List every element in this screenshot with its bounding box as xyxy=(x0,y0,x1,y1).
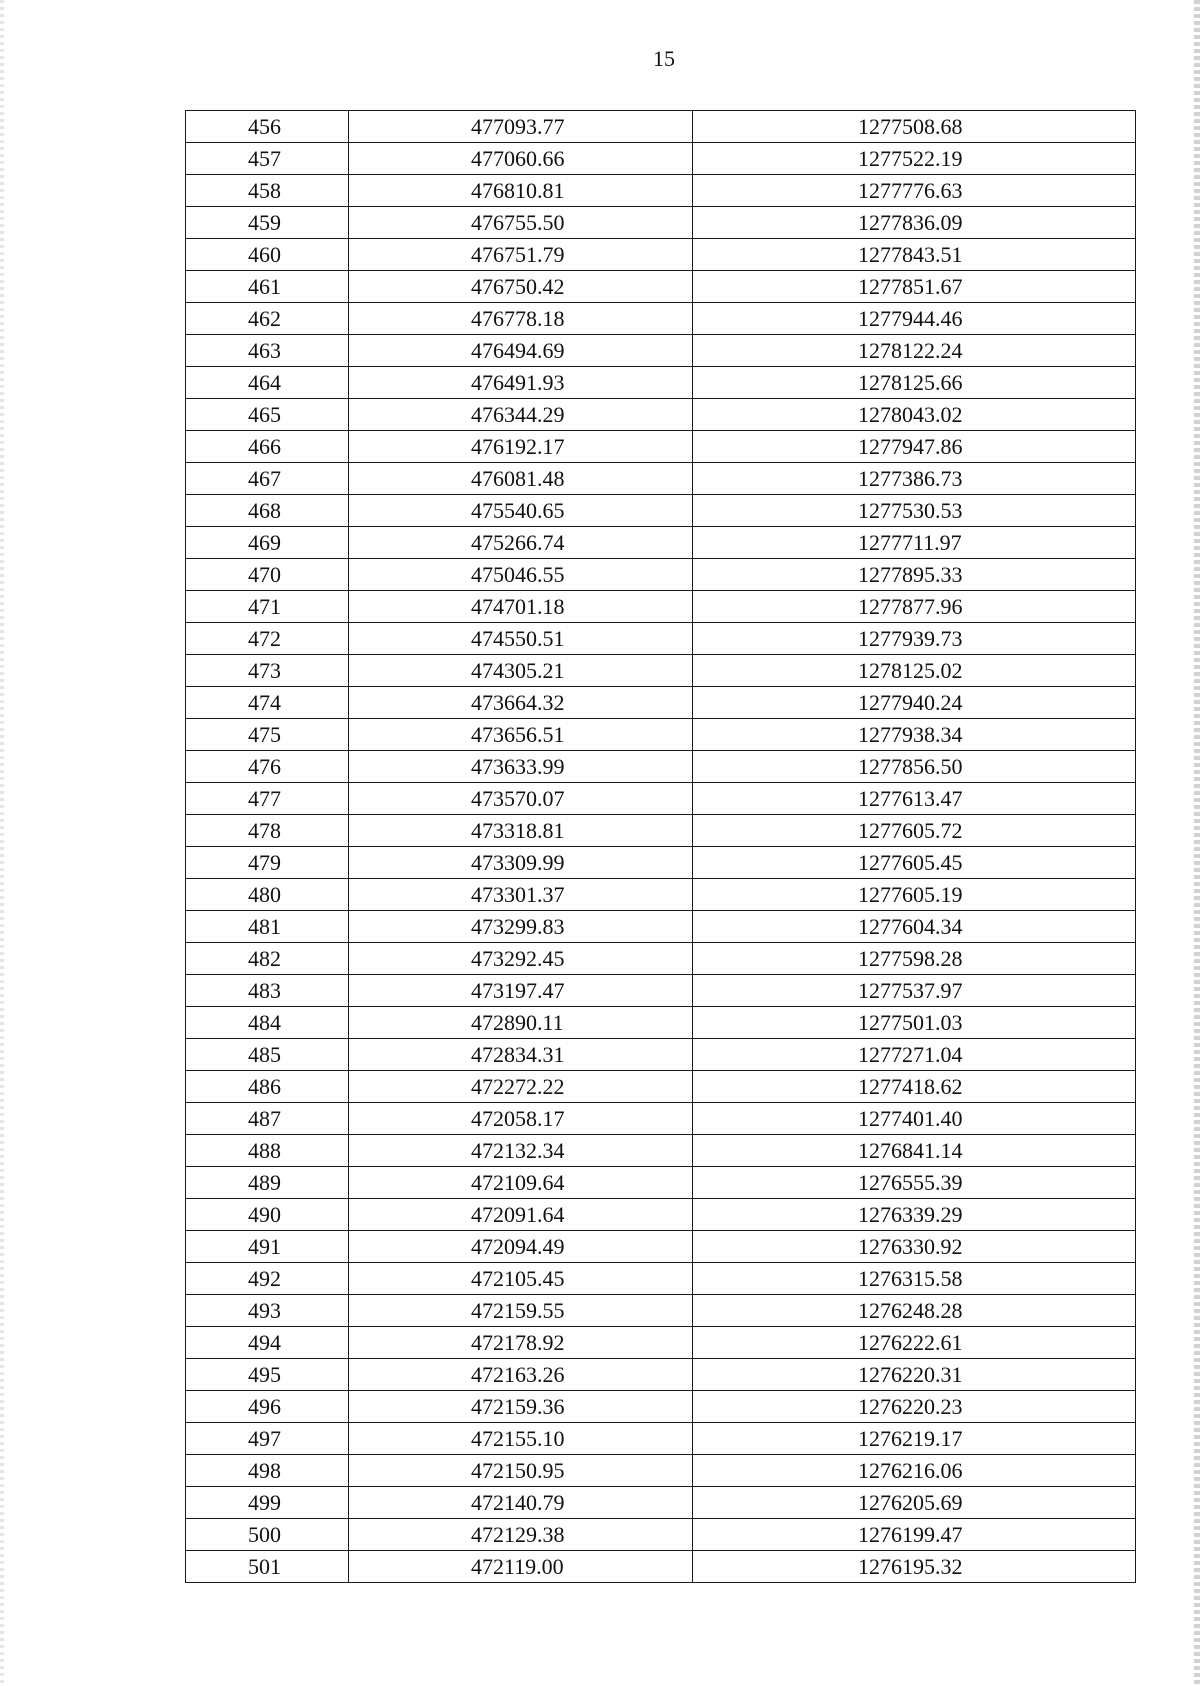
point-number-cell: 478 xyxy=(186,815,349,847)
y-coordinate-cell: 1278125.66 xyxy=(693,367,1136,399)
y-coordinate-cell: 1277938.34 xyxy=(693,719,1136,751)
y-coordinate-cell: 1276841.14 xyxy=(693,1135,1136,1167)
x-coordinate-cell: 472159.55 xyxy=(349,1295,693,1327)
y-coordinate-cell: 1276219.17 xyxy=(693,1423,1136,1455)
x-coordinate-cell: 472140.79 xyxy=(349,1487,693,1519)
y-coordinate-cell: 1276555.39 xyxy=(693,1167,1136,1199)
point-number-cell: 474 xyxy=(186,687,349,719)
x-coordinate-cell: 473292.45 xyxy=(349,943,693,975)
x-coordinate-cell: 476810.81 xyxy=(349,175,693,207)
point-number-cell: 462 xyxy=(186,303,349,335)
point-number-cell: 468 xyxy=(186,495,349,527)
point-number-cell: 460 xyxy=(186,239,349,271)
point-number-cell: 475 xyxy=(186,719,349,751)
point-number-cell: 482 xyxy=(186,943,349,975)
point-number-cell: 486 xyxy=(186,1071,349,1103)
table-row xyxy=(186,431,1136,463)
point-number-cell: 491 xyxy=(186,1231,349,1263)
x-coordinate-cell: 473656.51 xyxy=(349,719,693,751)
y-coordinate-cell: 1276220.23 xyxy=(693,1391,1136,1423)
x-coordinate-cell: 477060.66 xyxy=(349,143,693,175)
x-coordinate-cell: 475540.65 xyxy=(349,495,693,527)
y-coordinate-cell: 1277947.86 xyxy=(693,431,1136,463)
x-coordinate-cell: 472105.45 xyxy=(349,1263,693,1295)
point-number-cell: 469 xyxy=(186,527,349,559)
table-row xyxy=(186,591,1136,623)
point-number-cell: 476 xyxy=(186,751,349,783)
point-number-cell: 495 xyxy=(186,1359,349,1391)
y-coordinate-cell: 1277877.96 xyxy=(693,591,1136,623)
x-coordinate-cell: 473318.81 xyxy=(349,815,693,847)
table-row xyxy=(186,1359,1136,1391)
table-row xyxy=(186,751,1136,783)
y-coordinate-cell: 1276205.69 xyxy=(693,1487,1136,1519)
table-row xyxy=(186,207,1136,239)
table-row xyxy=(186,815,1136,847)
y-coordinate-cell: 1277836.09 xyxy=(693,207,1136,239)
point-number-cell: 487 xyxy=(186,1103,349,1135)
table-row xyxy=(186,239,1136,271)
point-number-cell: 490 xyxy=(186,1199,349,1231)
x-coordinate-cell: 476750.42 xyxy=(349,271,693,303)
y-coordinate-cell: 1277613.47 xyxy=(693,783,1136,815)
point-number-cell: 501 xyxy=(186,1551,349,1583)
table-row xyxy=(186,335,1136,367)
table-row xyxy=(186,495,1136,527)
table-row xyxy=(186,943,1136,975)
x-coordinate-cell: 474305.21 xyxy=(349,655,693,687)
y-coordinate-cell: 1277508.68 xyxy=(693,111,1136,143)
x-coordinate-cell: 473570.07 xyxy=(349,783,693,815)
point-number-cell: 463 xyxy=(186,335,349,367)
point-number-cell: 464 xyxy=(186,367,349,399)
y-coordinate-cell: 1277940.24 xyxy=(693,687,1136,719)
x-coordinate-cell: 473299.83 xyxy=(349,911,693,943)
y-coordinate-cell: 1276199.47 xyxy=(693,1519,1136,1551)
table-row xyxy=(186,1199,1136,1231)
point-number-cell: 479 xyxy=(186,847,349,879)
point-number-cell: 480 xyxy=(186,879,349,911)
table-row xyxy=(186,1071,1136,1103)
x-coordinate-cell: 476778.18 xyxy=(349,303,693,335)
x-coordinate-cell: 476344.29 xyxy=(349,399,693,431)
point-number-cell: 493 xyxy=(186,1295,349,1327)
table-row xyxy=(186,559,1136,591)
x-coordinate-cell: 476755.50 xyxy=(349,207,693,239)
point-number-cell: 494 xyxy=(186,1327,349,1359)
table-row xyxy=(186,1263,1136,1295)
x-coordinate-cell: 472132.34 xyxy=(349,1135,693,1167)
y-coordinate-cell: 1277776.63 xyxy=(693,175,1136,207)
y-coordinate-cell: 1276216.06 xyxy=(693,1455,1136,1487)
x-coordinate-cell: 473197.47 xyxy=(349,975,693,1007)
table-row xyxy=(186,847,1136,879)
table-row xyxy=(186,719,1136,751)
table-row xyxy=(186,175,1136,207)
x-coordinate-cell: 475046.55 xyxy=(349,559,693,591)
x-coordinate-cell: 472834.31 xyxy=(349,1039,693,1071)
coordinates-table-body xyxy=(186,111,1136,1583)
x-coordinate-cell: 474550.51 xyxy=(349,623,693,655)
x-coordinate-cell: 472094.49 xyxy=(349,1231,693,1263)
page-number: 15 xyxy=(653,46,675,71)
x-coordinate-cell: 472178.92 xyxy=(349,1327,693,1359)
y-coordinate-cell: 1277537.97 xyxy=(693,975,1136,1007)
table-row xyxy=(186,1391,1136,1423)
y-coordinate-cell: 1276330.92 xyxy=(693,1231,1136,1263)
table-row xyxy=(186,1039,1136,1071)
y-coordinate-cell: 1277386.73 xyxy=(693,463,1136,495)
coordinates-table-container xyxy=(185,110,1135,1583)
x-coordinate-cell: 473664.32 xyxy=(349,687,693,719)
table-row xyxy=(186,143,1136,175)
y-coordinate-cell: 1277522.19 xyxy=(693,143,1136,175)
point-number-cell: 500 xyxy=(186,1519,349,1551)
table-row xyxy=(186,1135,1136,1167)
y-coordinate-cell: 1278043.02 xyxy=(693,399,1136,431)
point-number-cell: 466 xyxy=(186,431,349,463)
x-coordinate-cell: 472109.64 xyxy=(349,1167,693,1199)
y-coordinate-cell: 1277843.51 xyxy=(693,239,1136,271)
x-coordinate-cell: 472155.10 xyxy=(349,1423,693,1455)
y-coordinate-cell: 1276315.58 xyxy=(693,1263,1136,1295)
x-coordinate-cell: 473309.99 xyxy=(349,847,693,879)
point-number-cell: 477 xyxy=(186,783,349,815)
point-number-cell: 473 xyxy=(186,655,349,687)
point-number-cell: 465 xyxy=(186,399,349,431)
y-coordinate-cell: 1277271.04 xyxy=(693,1039,1136,1071)
point-number-cell: 472 xyxy=(186,623,349,655)
y-coordinate-cell: 1278122.24 xyxy=(693,335,1136,367)
y-coordinate-cell: 1277605.45 xyxy=(693,847,1136,879)
point-number-cell: 499 xyxy=(186,1487,349,1519)
point-number-cell: 496 xyxy=(186,1391,349,1423)
y-coordinate-cell: 1277501.03 xyxy=(693,1007,1136,1039)
table-row xyxy=(186,1487,1136,1519)
point-number-cell: 498 xyxy=(186,1455,349,1487)
table-row xyxy=(186,975,1136,1007)
table-row xyxy=(186,1327,1136,1359)
coordinates-table xyxy=(185,110,1136,1583)
table-row xyxy=(186,1167,1136,1199)
table-row xyxy=(186,463,1136,495)
point-number-cell: 489 xyxy=(186,1167,349,1199)
y-coordinate-cell: 1277604.34 xyxy=(693,911,1136,943)
table-row xyxy=(186,911,1136,943)
x-coordinate-cell: 472890.11 xyxy=(349,1007,693,1039)
x-coordinate-cell: 472163.26 xyxy=(349,1359,693,1391)
x-coordinate-cell: 476491.93 xyxy=(349,367,693,399)
table-row xyxy=(186,1455,1136,1487)
y-coordinate-cell: 1276195.32 xyxy=(693,1551,1136,1583)
table-row xyxy=(186,399,1136,431)
point-number-cell: 471 xyxy=(186,591,349,623)
table-row xyxy=(186,1103,1136,1135)
x-coordinate-cell: 477093.77 xyxy=(349,111,693,143)
point-number-cell: 497 xyxy=(186,1423,349,1455)
x-coordinate-cell: 476081.48 xyxy=(349,463,693,495)
table-row xyxy=(186,527,1136,559)
x-coordinate-cell: 472091.64 xyxy=(349,1199,693,1231)
y-coordinate-cell: 1276222.61 xyxy=(693,1327,1136,1359)
table-row xyxy=(186,1007,1136,1039)
x-coordinate-cell: 472150.95 xyxy=(349,1455,693,1487)
point-number-cell: 457 xyxy=(186,143,349,175)
point-number-cell: 461 xyxy=(186,271,349,303)
x-coordinate-cell: 474701.18 xyxy=(349,591,693,623)
x-coordinate-cell: 476192.17 xyxy=(349,431,693,463)
table-row xyxy=(186,623,1136,655)
point-number-cell: 483 xyxy=(186,975,349,1007)
table-row xyxy=(186,1519,1136,1551)
point-number-cell: 459 xyxy=(186,207,349,239)
point-number-cell: 485 xyxy=(186,1039,349,1071)
y-coordinate-cell: 1277851.67 xyxy=(693,271,1136,303)
point-number-cell: 492 xyxy=(186,1263,349,1295)
x-coordinate-cell: 476751.79 xyxy=(349,239,693,271)
y-coordinate-cell: 1277598.28 xyxy=(693,943,1136,975)
table-row xyxy=(186,783,1136,815)
table-row xyxy=(186,655,1136,687)
point-number-cell: 467 xyxy=(186,463,349,495)
x-coordinate-cell: 473633.99 xyxy=(349,751,693,783)
scan-edge-left xyxy=(0,0,4,1686)
x-coordinate-cell: 472272.22 xyxy=(349,1071,693,1103)
point-number-cell: 481 xyxy=(186,911,349,943)
y-coordinate-cell: 1277530.53 xyxy=(693,495,1136,527)
y-coordinate-cell: 1276220.31 xyxy=(693,1359,1136,1391)
x-coordinate-cell: 476494.69 xyxy=(349,335,693,367)
y-coordinate-cell: 1277418.62 xyxy=(693,1071,1136,1103)
y-coordinate-cell: 1278125.02 xyxy=(693,655,1136,687)
table-row xyxy=(186,879,1136,911)
point-number-cell: 484 xyxy=(186,1007,349,1039)
x-coordinate-cell: 473301.37 xyxy=(349,879,693,911)
point-number-cell: 458 xyxy=(186,175,349,207)
table-row xyxy=(186,687,1136,719)
point-number-cell: 470 xyxy=(186,559,349,591)
point-number-cell: 488 xyxy=(186,1135,349,1167)
y-coordinate-cell: 1277605.19 xyxy=(693,879,1136,911)
y-coordinate-cell: 1277856.50 xyxy=(693,751,1136,783)
table-row xyxy=(186,367,1136,399)
table-row xyxy=(186,303,1136,335)
y-coordinate-cell: 1277944.46 xyxy=(693,303,1136,335)
table-row xyxy=(186,1295,1136,1327)
scan-edge-right xyxy=(1194,0,1200,1686)
y-coordinate-cell: 1277401.40 xyxy=(693,1103,1136,1135)
table-row xyxy=(186,111,1136,143)
x-coordinate-cell: 472159.36 xyxy=(349,1391,693,1423)
y-coordinate-cell: 1277895.33 xyxy=(693,559,1136,591)
y-coordinate-cell: 1277605.72 xyxy=(693,815,1136,847)
table-row xyxy=(186,1423,1136,1455)
y-coordinate-cell: 1277939.73 xyxy=(693,623,1136,655)
table-row xyxy=(186,1231,1136,1263)
x-coordinate-cell: 472058.17 xyxy=(349,1103,693,1135)
point-number-cell: 456 xyxy=(186,111,349,143)
y-coordinate-cell: 1277711.97 xyxy=(693,527,1136,559)
y-coordinate-cell: 1276248.28 xyxy=(693,1295,1136,1327)
x-coordinate-cell: 472119.00 xyxy=(349,1551,693,1583)
x-coordinate-cell: 475266.74 xyxy=(349,527,693,559)
x-coordinate-cell: 472129.38 xyxy=(349,1519,693,1551)
table-row xyxy=(186,1551,1136,1583)
table-row xyxy=(186,271,1136,303)
y-coordinate-cell: 1276339.29 xyxy=(693,1199,1136,1231)
